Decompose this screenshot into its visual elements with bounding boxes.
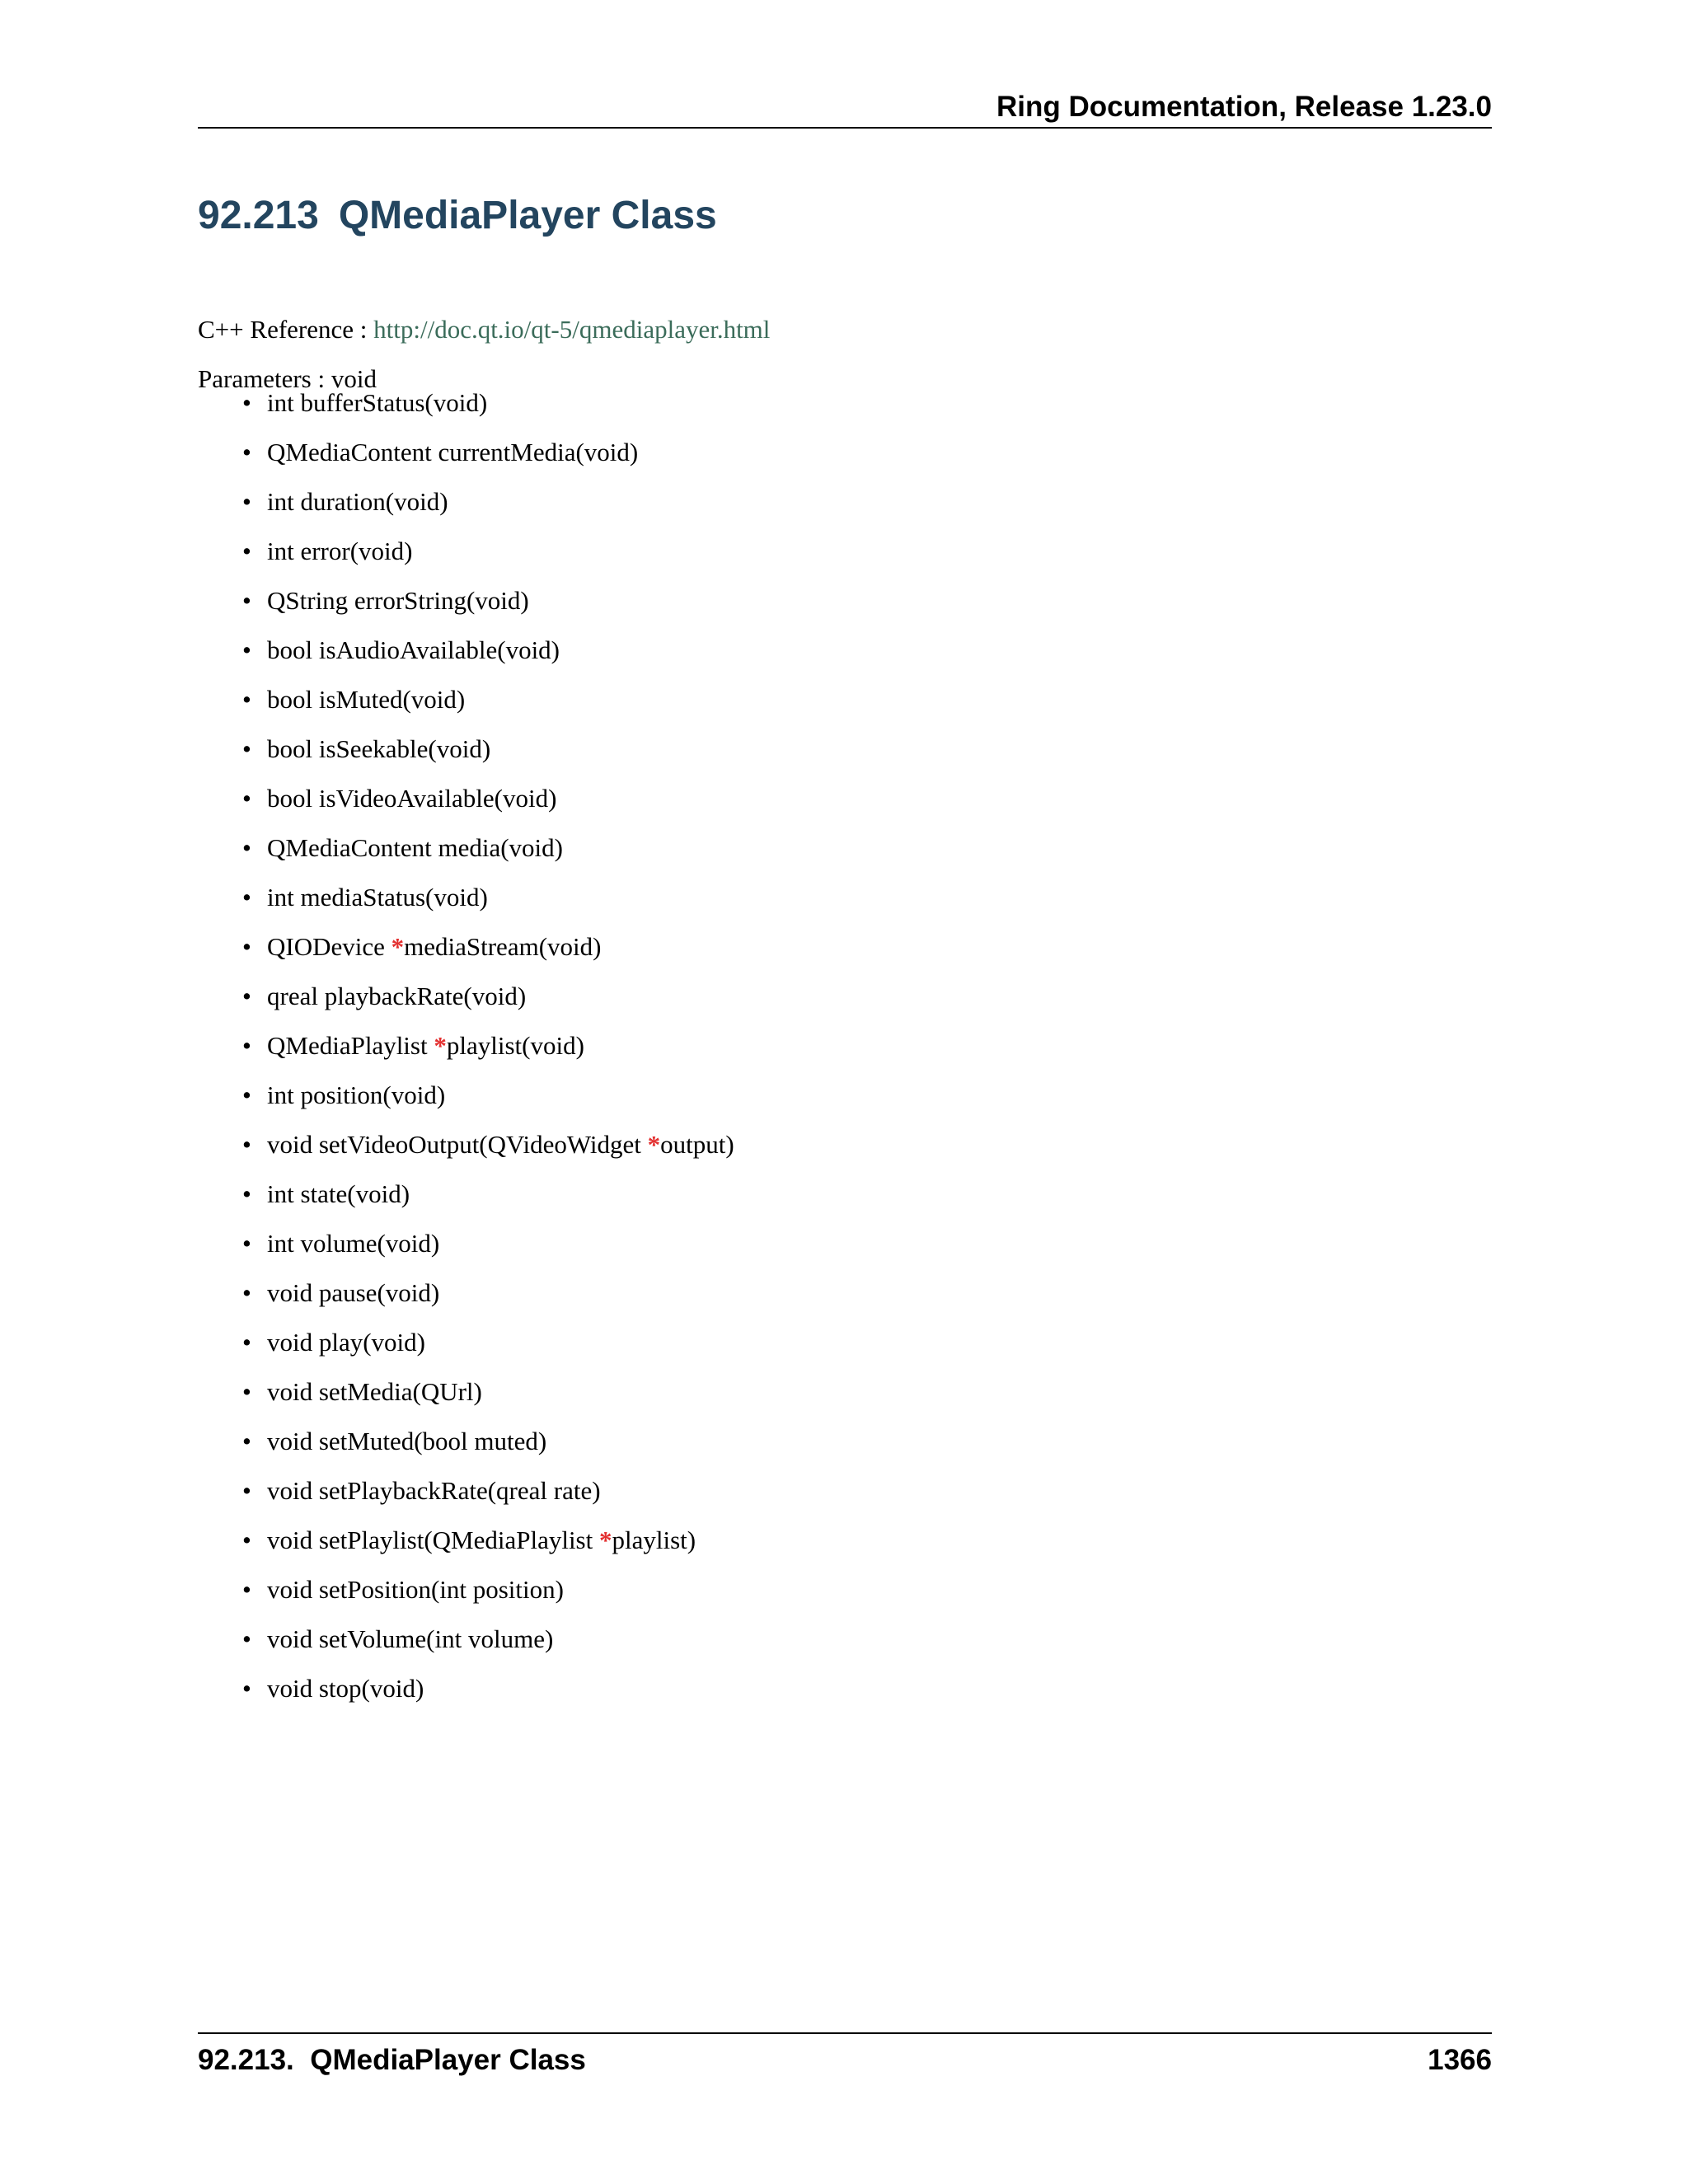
footer-section-title: 92.213. QMediaPlayer Class: [198, 2044, 586, 2076]
method-item: • bool isAudioAvailable(void): [198, 634, 734, 683]
method-item: • int mediaStatus(void): [198, 881, 734, 930]
section-number: 92.213: [198, 194, 319, 237]
method-item: • int state(void): [198, 1178, 734, 1227]
method-list: [198, 387, 734, 1722]
method-item: • void stop(void): [198, 1672, 734, 1722]
running-header: [198, 89, 1492, 129]
section-title: QMediaPlayer Class: [338, 194, 717, 237]
method-item: • int error(void): [198, 535, 734, 584]
cpp-reference-line: [198, 313, 770, 346]
method-item: • QIODevice *mediaStream(void): [198, 930, 734, 980]
method-item: • void setPlaybackRate(qreal rate): [198, 1474, 734, 1524]
method-item: • QMediaContent media(void): [198, 832, 734, 881]
parameters-value: void: [331, 364, 377, 393]
method-item: • void setPlaylist(QMediaPlaylist *playlist): [198, 1524, 734, 1573]
method-item: • int position(void): [198, 1079, 734, 1128]
header-title: Ring Documentation, Release 1.23.0: [996, 91, 1492, 123]
method-item: • bool isMuted(void): [198, 683, 734, 733]
method-item: • QMediaPlaylist *playlist(void): [198, 1029, 734, 1079]
method-item: • int bufferStatus(void): [198, 387, 734, 436]
method-item: • void setMuted(bool muted): [198, 1425, 734, 1474]
method-item: • QString errorString(void): [198, 584, 734, 634]
method-item: • void setMedia(QUrl): [198, 1376, 734, 1425]
running-footer: [198, 2032, 1492, 2082]
method-item: • void pause(void): [198, 1277, 734, 1326]
method-item: • bool isSeekable(void): [198, 733, 734, 782]
parameters-label: Parameters :: [198, 364, 331, 393]
method-item: • qreal playbackRate(void): [198, 980, 734, 1029]
method-item: • int volume(void): [198, 1227, 734, 1277]
method-item: • QMediaContent currentMedia(void): [198, 436, 734, 485]
method-item: • bool isVideoAvailable(void): [198, 782, 734, 832]
method-item: • void setPosition(int position): [198, 1573, 734, 1623]
page-number: 1366: [1428, 2044, 1492, 2076]
cpp-reference-label: C++ Reference :: [198, 315, 374, 344]
cpp-reference-link[interactable]: http://doc.qt.io/qt-5/qmediaplayer.html: [373, 315, 771, 344]
section-heading: [198, 190, 717, 242]
method-item: • int duration(void): [198, 485, 734, 535]
method-item: • void play(void): [198, 1326, 734, 1376]
method-item: • void setVideoOutput(QVideoWidget *output): [198, 1128, 734, 1178]
method-item: • void setVolume(int volume): [198, 1623, 734, 1672]
